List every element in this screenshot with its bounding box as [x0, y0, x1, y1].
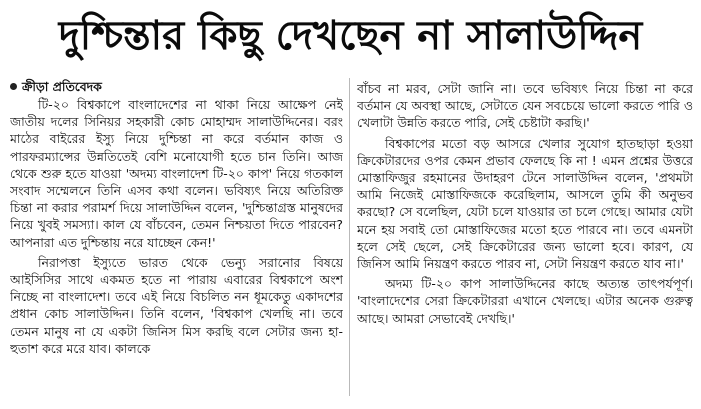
right-column — [357, 80, 693, 406]
paragraph-2: নিরাপত্তা ইস্যুতে ভারত থেকে ভেন্যু সরানোর বিষয়ে আইসিসির সাথে একমত হতে না পারায় এবারের বিশ্বকাপে অংশ নিচ্ছে না বাংলাদেশ। তবে এই নিয়ে বিচলিত নন ধূমকেতু একাদশের প্রধান কোচ সালাউদ্দিন। তিনি বলেন, 'বিশ্বকাপ খেলছি না। তবে তেমন মানুষ না যে একটা জিনিস মিস করছি বলে সেটার জন্য হা-হুতাশ করে মরে যাব। কালকে — [10, 254, 343, 356]
paragraph-4: বিশ্বকাপের মতো বড় আসরে খেলার সুযোগ হাতছাড়া হওয়া ক্রিকেটারদের ওপর কেমন প্রভাব ফেলছে কি না ! এমন প্রশ্নের উত্তরে মোস্তাফিজুর রহমানের উদাহরণ টেনে সালাউদ্দিন বলেন, 'প্রথমটা আমি নিজেই মোস্তাফিজকে করেছিলাম, আসলে তুমি কী অনুভব করছো? সে বলেছিল, যেটা চলে যাওয়ার তা চলে গেছে। আমার যেটা মনে হয় সবাই তো মোস্তাফিজের মতো হতে পারবে না। তবে এমনটা হলে সেই ছেলে, সেই ক্রিকেটারের জন্য ভালো হবে। কারণ, যে জিনিস আমি নিয়ন্ত্রণ করতে পারব না, সেটা নিয়ন্ত্রণ করতে যাব না।' — [357, 135, 693, 272]
column-divider — [349, 78, 350, 396]
paragraph-3: বাঁচব না মরব, সেটা জানি না। তবে ভবিষ্যৎ নিয়ে চিন্তা না করে বর্তমান যে অবস্থা আছে, সেটাতে যেন সবচেয়ে ভালো করতে পারি ও খেলাটা উন্নতি করতে পারি, সেই চেষ্টাটা করছি।' — [357, 81, 693, 131]
headline: দুশ্চিন্তার কিছু দেখছেন না সালাউদ্দিন — [58, 13, 643, 59]
paragraph-5: অদম্য টি-২০ কাপ সালাউদ্দিনের কাছে অত্যন্ত তাৎপর্যপূর্ণ। 'বাংলাদেশের সেরা ক্রিকেটাররা এখানে খেলছে। এটার অনেক গুরুত্ব আছে। আমরা সেভাবেই দেখছি।' — [357, 276, 693, 326]
left-column — [10, 78, 343, 404]
byline-text: ক্রীড়া প্রতিবেদক — [22, 78, 102, 94]
bullet-icon — [10, 83, 17, 90]
byline — [10, 78, 343, 95]
paragraph-1: টি-২০ বিশ্বকাপে বাংলাদেশের না থাকা নিয়ে আক্ষেপ নেই জাতীয় দলের সিনিয়র সহকারী কোচ মোহাম্মদ সালাউদ্দিনের। বরং মাঠের বাইরের ইস্যু নিয়ে দুশ্চিন্তা না করে বর্তমান কাজ ও পারফরম্যান্সের উন্নতিতেই বেশি মনোযোগী হতে চান তিনি। আজ থেকে শুরু হতে যাওয়া 'অদম্য বাংলাদেশ টি-২০ কাপ' নিয়ে গতকাল সংবাদ সম্মেলনে তিনি এসব কথা বলেন। ভবিষ্যৎ নিয়ে অতিরিক্ত চিন্তা না করার পরামর্শ দিয়ে সালাউদ্দিন বলেন, 'দুশ্চিন্তাগ্রস্ত মানুষদের নিয়ে খুবই সমস্যা। কাল যে বাঁচবেন, তেমন নিশ্চয়তা দিতে পারবেন? আপনারা এত দুশ্চিন্তায় নরে যাচ্ছেন কেন!' — [10, 97, 343, 250]
